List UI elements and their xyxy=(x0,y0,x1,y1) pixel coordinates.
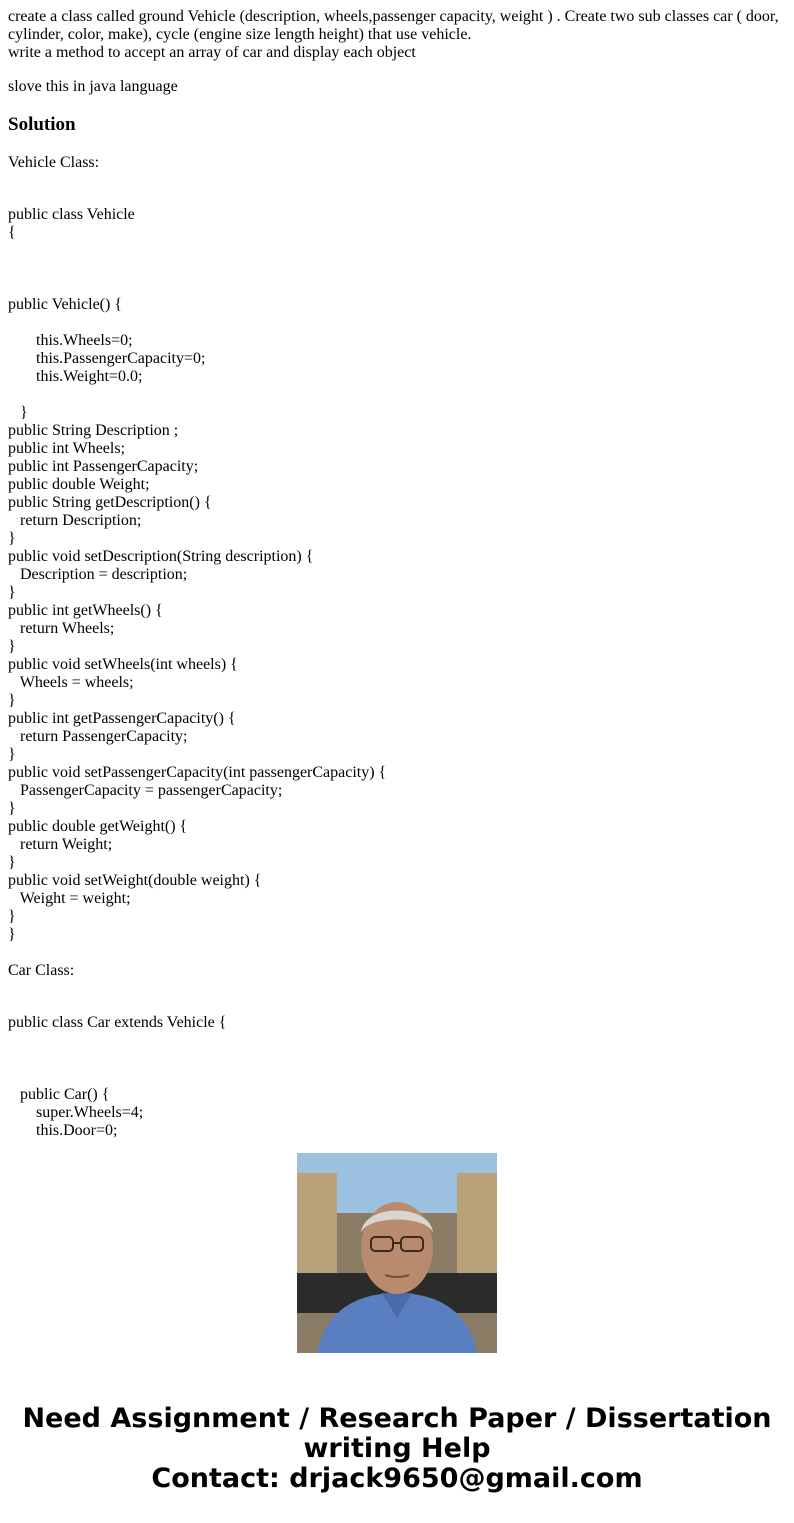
code-line: public int getWheels() { xyxy=(8,602,163,619)
question-line: write a method to accept an array of car and display each object xyxy=(8,44,416,61)
code-line: public Car() { xyxy=(8,1086,110,1103)
code-line: Description = description; xyxy=(8,566,188,583)
code-line: return Description; xyxy=(8,512,142,529)
code-line: PassengerCapacity = passengerCapacity; xyxy=(8,782,283,799)
code-line: } xyxy=(8,638,16,655)
solution-heading: Solution xyxy=(8,114,76,135)
code-line xyxy=(8,278,786,296)
code-line: public void setWheels(int wheels) { xyxy=(8,656,238,673)
code-line: } xyxy=(8,746,16,763)
code-line: super.Wheels=4; xyxy=(8,1104,144,1121)
promo-banner xyxy=(0,1404,794,1494)
code-line: public class Vehicle xyxy=(8,206,135,223)
code-line: return Wheels; xyxy=(8,620,115,637)
code-line: } xyxy=(8,404,28,421)
car-code-block xyxy=(8,1014,786,1140)
code-line xyxy=(8,260,786,278)
code-line: this.Weight=0.0; xyxy=(8,368,143,385)
code-line: return Weight; xyxy=(8,836,113,853)
code-line: Weight = weight; xyxy=(8,890,131,907)
code-line xyxy=(8,1068,786,1086)
author-photo xyxy=(297,1153,497,1353)
promo-line: writing Help xyxy=(303,1433,491,1464)
code-line: } xyxy=(8,584,16,601)
question-line: create a class called ground Vehicle (description, wheels,passenger capacity, weight ) . Create two sub classes car ( door, xyxy=(8,8,779,25)
code-line: } xyxy=(8,926,16,943)
code-line: } xyxy=(8,530,16,547)
code-line: Wheels = wheels; xyxy=(8,674,134,691)
code-line: public double Weight; xyxy=(8,476,150,493)
code-line: public String Description ; xyxy=(8,422,179,439)
code-line: public class Car extends Vehicle { xyxy=(8,1014,227,1031)
code-line xyxy=(8,386,786,404)
code-line: public void setDescription(String description) { xyxy=(8,548,314,565)
code-line xyxy=(8,1050,786,1068)
code-line xyxy=(8,242,786,260)
code-line: { xyxy=(8,224,16,241)
code-line: this.Wheels=0; xyxy=(8,332,133,349)
vehicle-code-block xyxy=(8,206,786,944)
code-line: return PassengerCapacity; xyxy=(8,728,188,745)
vehicle-class-label: Vehicle Class: xyxy=(8,154,100,171)
author-portrait-icon xyxy=(297,1153,497,1353)
code-line: public int PassengerCapacity; xyxy=(8,458,199,475)
document-content xyxy=(8,8,786,1139)
promo-contact: Contact: drjack9650@gmail.com xyxy=(151,1463,643,1494)
code-line: public String getDescription() { xyxy=(8,494,212,511)
code-line xyxy=(8,314,786,332)
code-line: } xyxy=(8,908,16,925)
question-line: cylinder, color, make), cycle (engine size length height) that use vehicle. xyxy=(8,26,472,43)
car-class-label: Car Class: xyxy=(8,962,75,979)
code-line: public void setWeight(double weight) { xyxy=(8,872,262,889)
code-line xyxy=(8,1032,786,1050)
code-line: public int Wheels; xyxy=(8,440,126,457)
code-line: } xyxy=(8,854,16,871)
code-line: } xyxy=(8,692,16,709)
code-line: this.Door=0; xyxy=(8,1122,118,1139)
question-note: slove this in java language xyxy=(8,78,178,95)
code-line: } xyxy=(8,800,16,817)
code-line: this.PassengerCapacity=0; xyxy=(8,350,206,367)
code-line: public void setPassengerCapacity(int passengerCapacity) { xyxy=(8,764,387,781)
question-text xyxy=(8,8,786,62)
code-line: public int getPassengerCapacity() { xyxy=(8,710,236,727)
code-line: public double getWeight() { xyxy=(8,818,188,835)
code-line: public Vehicle() { xyxy=(8,296,123,313)
promo-line: Need Assignment / Research Paper / Dissertation xyxy=(22,1403,772,1434)
